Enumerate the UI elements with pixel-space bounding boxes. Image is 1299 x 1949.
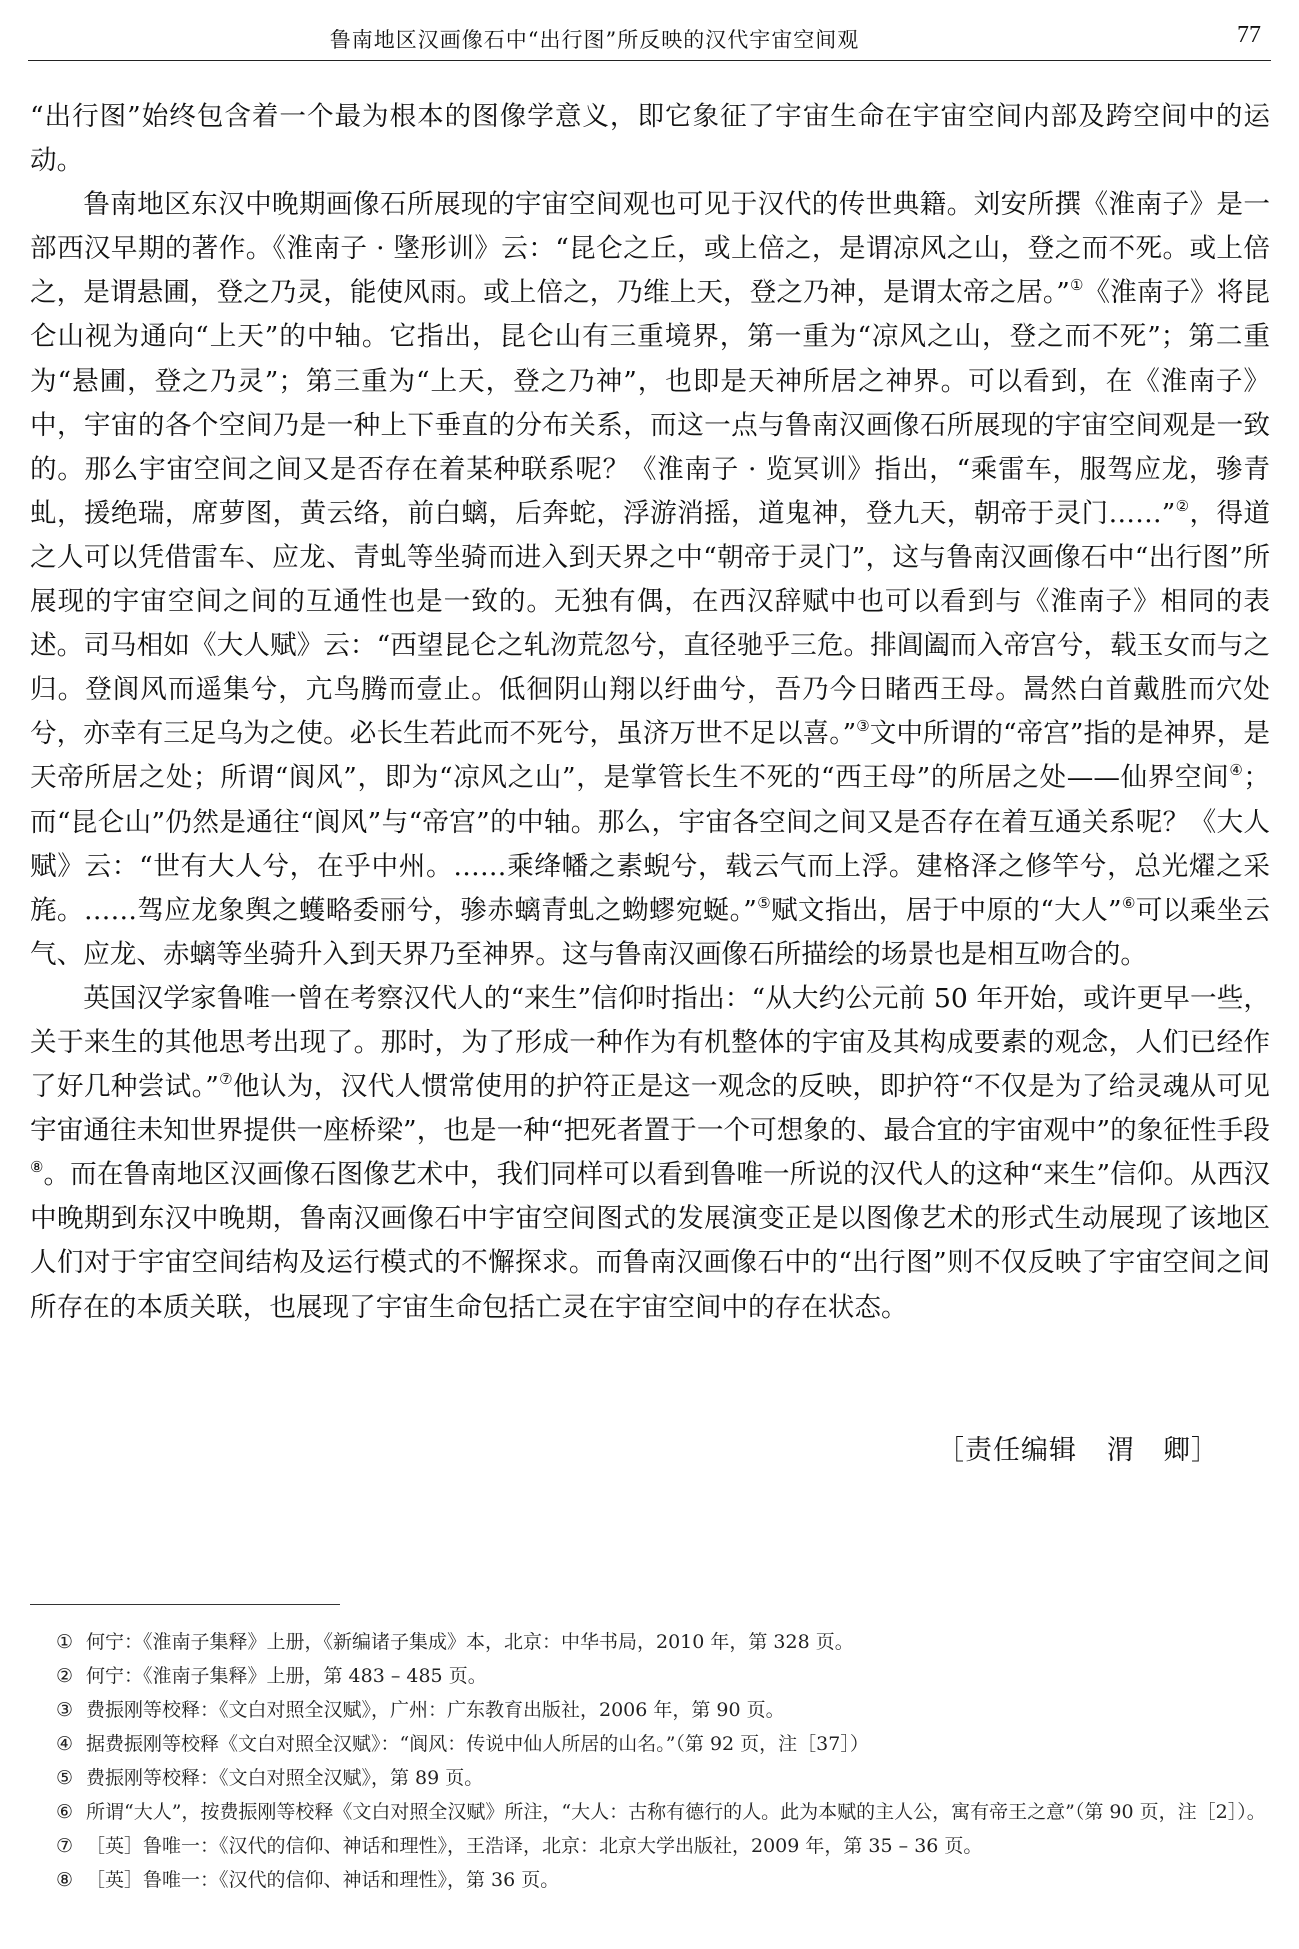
footnote-ref[interactable]: ⑧: [30, 1158, 44, 1177]
footnote-ref[interactable]: ⑦: [218, 1070, 233, 1089]
paragraph: [30, 977, 1270, 1330]
paragraph-text: ，得道之人可以凭借雷车、应龙、青虬等坐骑而进入到天界之中“朝帝于灵门”，这与鲁南汉画像石中“出行图”所展现的宇宙空间之间的互通性也是一致的。无独有偶，在西汉辞赋中也可以看到与《淮南子》相同的表述。司马相如《大人赋》云：“西望昆仑之轧沕荒忽兮，直径驰乎三危。排阊阖而入帝宫兮，载玉女而与之归。登阆风而遥集兮，亢鸟腾而壹止。低徊阴山翔以纡曲兮，吾乃今日睹西王母。暠然白首戴胜而穴处兮，亦幸有三足乌为之使。必长生若此而不死兮，虽济万世不足以喜。”: [30, 497, 1271, 750]
paragraph: [30, 95, 1270, 183]
paragraph-text: “出行图”始终包含着一个最为根本的图像学意义，即它象征了宇宙生命在宇宙空间内部及跨空间中的运动。: [30, 101, 1270, 177]
footnote: [30, 1795, 1270, 1829]
footnote-text: 据费振刚等校释《文白对照全汉赋》：“阆风：传说中仙人所居的山名。”（第 92 页，注［37］）: [86, 1733, 869, 1755]
running-title: 鲁南地区汉画像石中“出行图”所反映的汉代宇宙空间观: [329, 28, 860, 52]
footnote-ref[interactable]: ③: [856, 717, 870, 736]
paragraph-text: 鲁南地区东汉中晚期画像石所展现的宇宙空间观也可见于汉代的传世典籍。刘安所撰《淮南子》是一部西汉早期的著作。《淮南子 · 墬形训》云：“昆仑之丘，或上倍之，是谓凉风之山，登之而不死。或上倍之，是谓悬圃，登之乃灵，能使风雨。或上倍之，乃维上天，登之乃神，是谓太帝之居。”: [30, 189, 1270, 309]
footnote-text: ［英］鲁唯一：《汉代的信仰、神话和理性》，王浩译，北京：北京大学出版社，2009 年，第 35 – 36 页。: [86, 1835, 983, 1857]
running-header: [28, 18, 1271, 61]
footnote-text: ［英］鲁唯一：《汉代的信仰、神话和理性》，第 36 页。: [86, 1869, 560, 1891]
footnote-mark: ⑧: [56, 1869, 74, 1891]
footnote-text: 费振刚等校释：《文白对照全汉赋》，广州：广东教育出版社，2006 年，第 90 页。: [86, 1699, 785, 1721]
footnote-mark: ①: [56, 1631, 74, 1653]
footnote-mark: ⑦: [56, 1835, 74, 1857]
footnote-ref[interactable]: ⑤: [756, 893, 771, 912]
footnote-mark: ⑤: [56, 1767, 74, 1789]
paragraph-text: 他认为，汉代人惯常使用的护符正是这一观念的反映，即护符“不仅是为了给灵魂从可见宇宙通往未知世界提供一座桥梁”，也是一种“把死者置于一个可想象的、最合宜的宇宙观中”的象征性手段: [30, 1071, 1271, 1147]
footnote-mark: ⑥: [56, 1801, 74, 1823]
paragraph-text: 《淮南子》将昆仑山视为通向“上天”的中轴。它指出，昆仑山有三重境界，第一重为“凉风之山，登之而不死”；第二重为“悬圃，登之乃灵”；第三重为“上天，登之乃神”，也即是天神所居之神界。可以看到，在《淮南子》中，宇宙的各个空间乃是一种上下垂直的分布关系，而这一点与鲁南汉画像石所展现的宇宙空间观是一致的。那么宇宙空间之间又是否存在着某种联系呢？《淮南子 · 览冥训》指出，“乘雷车，服驾应龙，骖青虬，援绝瑞，席萝图，黄云络，前白螭，后奔蛇，浮游消摇，道鬼神，登九天，朝帝于灵门……”: [30, 277, 1270, 529]
footnote-ref[interactable]: ①: [1069, 276, 1084, 295]
footnote-mark: ④: [56, 1733, 74, 1755]
footnote-mark: ③: [56, 1699, 74, 1721]
footnote: [30, 1625, 1270, 1659]
paragraph-text: 赋文指出，居于中原的“大人”: [771, 894, 1122, 926]
editor-name: 渭 卿］: [1107, 1435, 1219, 1466]
footnote: [30, 1829, 1270, 1863]
footnote-divider: [30, 1604, 340, 1605]
footnotes: [30, 1625, 1270, 1897]
footnote: [30, 1693, 1270, 1727]
paragraph-text: 文中所谓的“帝宫”指的是神界，是天帝所居之处；所谓“阆风”，即为“凉风之山”，是掌管长生不死的“西王母”的所居之处——仙界空间: [30, 718, 1270, 794]
paragraph: [30, 183, 1270, 977]
footnote-mark: ②: [56, 1665, 74, 1687]
paragraph-text: 可以乘坐云气、应龙、赤螭等坐骑升入到天界乃至神界。这与鲁南汉画像石所描绘的场景也是相互吻合的。: [30, 894, 1271, 970]
footnote-ref[interactable]: ②: [1175, 496, 1190, 515]
paragraph-text: ；而“昆仑山”仍然是通往“阆风”与“帝宫”的中轴。那么，宇宙各空间之间又是否存在着互通关系呢？《大人赋》云：“世有大人兮，在乎中州。……乘绛幡之素蜺兮，载云气而上浮。建格泽之修竿兮，总光燿之采旄。……驾应龙象舆之蠖略委丽兮，骖赤螭青虬之蚴蟉宛蜒。”: [30, 762, 1270, 926]
body-text: [30, 95, 1270, 1330]
page-number: 77: [1237, 22, 1261, 48]
footnote-text: 所谓“大人”，按费振刚等校释《文白对照全汉赋》所注，“大人：古称有德行的人。此为本赋的主人公，寓有帝王之意”（第 90 页，注［2］）。: [86, 1801, 1266, 1823]
paragraph-text: 英国汉学家鲁唯一曾在考察汉代人的“来生”信仰时指出：“从大约公元前 50 年开始，或许更早一些，关于来生的其他思考出现了。那时，为了形成一种作为有机整体的宇宙及其构成要素的观念，人们已经作了好几种尝试。”: [30, 982, 1270, 1103]
footnote-ref[interactable]: ④: [1229, 761, 1244, 780]
footnote-text: 何宁：《淮南子集释》上册，第 483 – 485 页。: [86, 1665, 487, 1687]
paragraph-text: 。而在鲁南地区汉画像石图像艺术中，我们同样可以看到鲁唯一所说的汉代人的这种“来生”信仰。从西汉中晚期到东汉中晚期，鲁南汉画像石中宇宙空间图式的发展演变正是以图像艺术的形式生动展现了该地区人们对于宇宙空间结构及运行模式的不懈探求。而鲁南汉画像石中的“出行图”则不仅反映了宇宙空间之间所存在的本质关联，也展现了宇宙生命包括亡灵在宇宙空间中的存在状态。: [30, 1159, 1270, 1323]
footnote: [30, 1761, 1270, 1795]
footnote: [30, 1863, 1270, 1897]
footnote-ref[interactable]: ⑥: [1121, 893, 1136, 912]
footnote-text: 费振刚等校释：《文白对照全汉赋》，第 89 页。: [86, 1767, 484, 1789]
editor-credit: [937, 1428, 1219, 1467]
footnote: [30, 1727, 1270, 1761]
footnote-text: 何宁：《淮南子集释》上册，《新编诸子集成》本，北京：中华书局，2010 年，第 328 页。: [86, 1631, 854, 1653]
footnote: [30, 1659, 1270, 1693]
editor-label: ［责任编辑: [937, 1435, 1077, 1466]
